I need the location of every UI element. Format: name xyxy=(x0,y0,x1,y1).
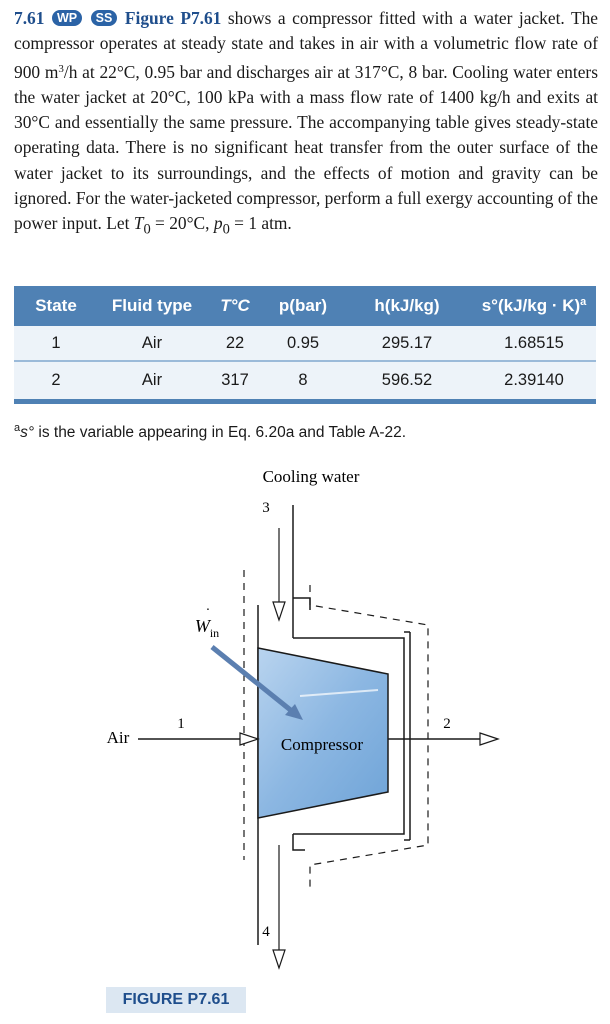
water-outlet-arrow xyxy=(273,950,285,968)
compressor-diagram xyxy=(0,460,610,985)
cell-state: 1 xyxy=(51,333,61,352)
cell-entropy: 1.68515 xyxy=(504,333,564,352)
header-pressure: p(bar) xyxy=(278,296,328,315)
compressor-body xyxy=(258,648,388,818)
dot-marker: · xyxy=(205,603,211,618)
cell-temp: 317 xyxy=(221,371,249,389)
problem-number: 7.61 xyxy=(14,8,45,28)
table-footnote xyxy=(14,422,406,442)
problem-statement xyxy=(14,6,598,243)
p0-symbol: p xyxy=(213,213,223,234)
air-inlet-arrow xyxy=(240,733,258,745)
power-input-subscript: in xyxy=(209,626,220,640)
state-2-label: 2 xyxy=(443,716,451,732)
t0-value: = 20°C, xyxy=(150,213,214,234)
figure-label: FIGURE P7.61 xyxy=(106,987,246,1013)
t0-subscript: 0 xyxy=(143,221,151,238)
problem-text-sup: 3 xyxy=(58,62,64,75)
cell-fluid: Air xyxy=(141,371,163,389)
state-3-label: 3 xyxy=(262,500,270,516)
p0-value: = 1 atm. xyxy=(229,213,292,234)
cell-fluid: Air xyxy=(141,333,163,352)
cell-pressure: 0.95 xyxy=(286,333,320,352)
header-fluid-type: Fluid type xyxy=(111,296,193,315)
header-entropy xyxy=(472,296,596,316)
footnote-text: is the variable appearing in Eq. 6.20a and Table A-22. xyxy=(34,424,407,441)
water-inlet-arrow xyxy=(273,602,285,620)
header-enthalpy: h(kJ/kg) xyxy=(374,296,440,315)
power-input-label xyxy=(195,616,219,640)
air-label: Air xyxy=(106,728,130,747)
cell-entropy: 2.39140 xyxy=(504,371,564,389)
state-1-label: 1 xyxy=(177,716,185,732)
state-4-label: 4 xyxy=(262,924,270,940)
figure-reference[interactable]: Figure P7.61 xyxy=(124,8,222,28)
cell-pressure: 8 xyxy=(298,371,308,389)
state-table xyxy=(14,286,596,404)
jacket-bottom-corner xyxy=(293,834,305,850)
problem-text-1: shows a compressor fitted with a water jacket. The compressor operates at steady state and takes in air with a volumetric flow rate of 900 m xyxy=(14,8,598,82)
cooling-water-label: Cooling water xyxy=(262,467,360,486)
t0-symbol: T xyxy=(133,213,144,234)
cell-enthalpy: 596.52 xyxy=(381,371,433,389)
footnote-mark: a xyxy=(14,422,21,434)
cell-state: 2 xyxy=(51,371,61,389)
header-entropy-footnote-mark: a xyxy=(580,296,587,308)
header-state: State xyxy=(35,296,77,315)
cell-temp: 22 xyxy=(225,333,245,352)
wp-badge[interactable]: WP xyxy=(52,10,82,26)
ss-badge[interactable]: SS xyxy=(91,10,118,26)
p0-subscript: 0 xyxy=(222,221,230,238)
header-temperature: T°C xyxy=(220,296,250,315)
footnote-symbol: s° xyxy=(20,424,35,441)
cell-enthalpy: 295.17 xyxy=(381,333,433,352)
jacket-upper-step xyxy=(293,598,310,610)
header-entropy-text: s°(kJ/kg · K) xyxy=(481,296,581,315)
table-row xyxy=(14,362,596,404)
compressor-label: Compressor xyxy=(280,735,364,754)
power-input-symbol: W xyxy=(194,616,210,636)
table-header xyxy=(14,286,596,326)
problem-text-2: /h at 22°C, 0.95 bar and discharges air at 317°C, 8 bar. Cooling water enters the water jacket at 20°C, 100 kPa with a mass flow rate of 1400 kg/h and exits at 30°C and essentially the same pressure. The accompanying table gives steady-state operating data. There is no significant heat transfer from the outer surface of the water jacket to its surroundings, and the effects of motion and gravity can be ignored. For the water-jacketed compressor, perform a full exergy accounting of the power input. Let xyxy=(14,61,598,234)
air-outlet-arrow xyxy=(480,733,498,745)
table-row xyxy=(14,326,596,362)
